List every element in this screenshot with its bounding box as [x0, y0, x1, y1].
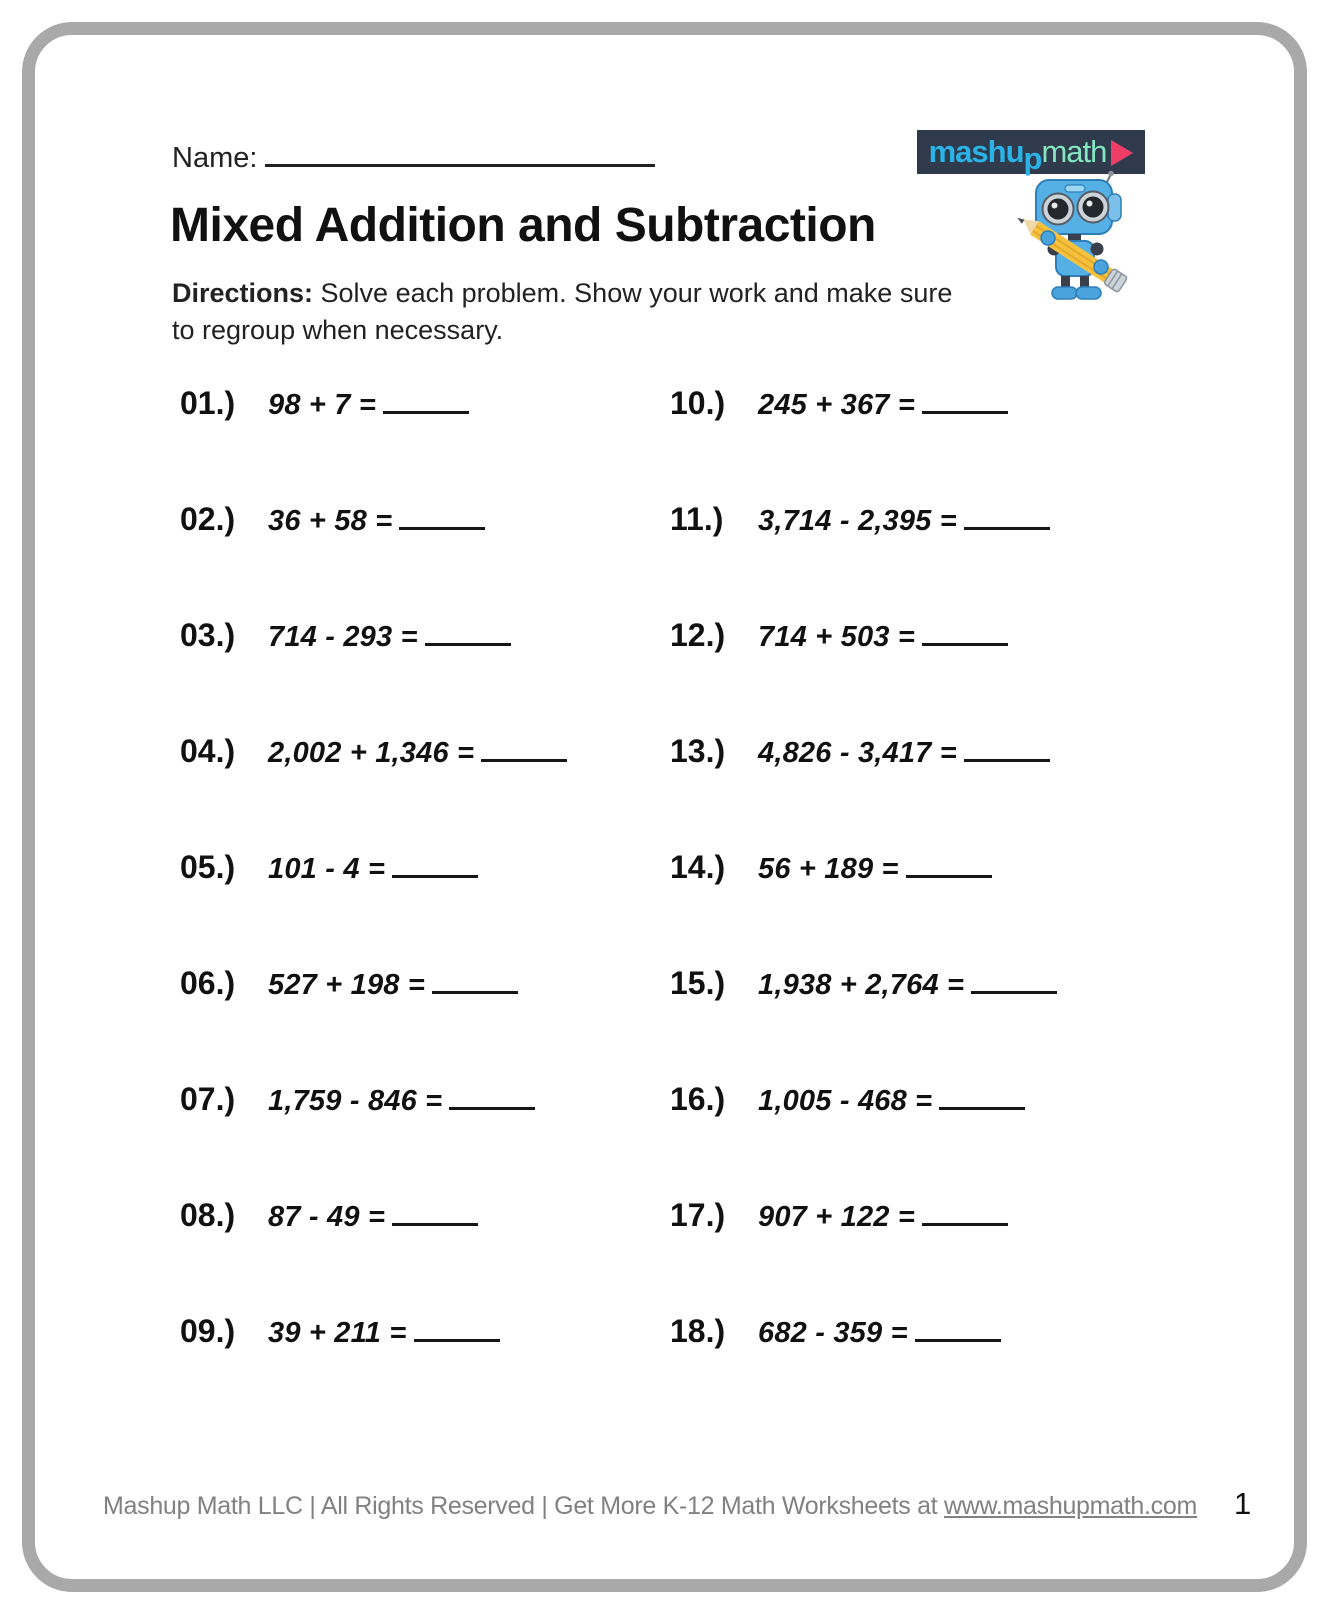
- logo-text-p: p: [1023, 141, 1042, 176]
- footer-link[interactable]: www.mashupmath.com: [943, 1492, 1198, 1520]
- problem-number: 05.): [180, 849, 236, 885]
- robot-pencil-icon: [1008, 170, 1140, 304]
- problem-row-03: [180, 617, 511, 654]
- problem-expression: 56 + 189 =: [758, 853, 899, 885]
- problem-number: 11.): [670, 501, 724, 537]
- directions-label: Directions:: [172, 278, 314, 308]
- problem-number: 07.): [180, 1081, 236, 1117]
- problem-number: 08.): [180, 1197, 236, 1233]
- problem-row-17: [670, 1197, 1008, 1234]
- problem-expression: 4,826 - 3,417 =: [758, 737, 957, 769]
- problem-expression: 36 + 58 =: [268, 505, 393, 537]
- answer-blank[interactable]: [449, 1084, 535, 1110]
- problem-row-10: [670, 385, 1008, 422]
- problem-number: 02.): [180, 501, 236, 537]
- problem-number: 01.): [180, 385, 236, 421]
- page-title: Mixed Addition and Subtraction: [170, 199, 876, 252]
- problem-number: 15.): [670, 965, 726, 1001]
- problem-row-04: [180, 733, 567, 770]
- problem-row-16: [670, 1081, 1025, 1118]
- problem-row-02: [180, 501, 485, 538]
- problem-expression: 87 - 49 =: [268, 1201, 386, 1233]
- problem-expression: 714 + 503 =: [758, 621, 916, 653]
- name-input-line[interactable]: [265, 143, 655, 167]
- problem-row-09: [180, 1313, 500, 1350]
- answer-blank[interactable]: [922, 620, 1008, 646]
- problem-expression: 245 + 367 =: [758, 389, 916, 421]
- problem-number: 04.): [180, 733, 236, 769]
- answer-blank[interactable]: [432, 968, 518, 994]
- problem-row-01: [180, 385, 469, 422]
- answer-blank[interactable]: [481, 736, 567, 762]
- mashupmath-logo: [917, 130, 1145, 174]
- problem-expression: 1,938 + 2,764 =: [758, 969, 965, 1001]
- problem-number: 10.): [670, 385, 726, 421]
- problem-row-13: [670, 733, 1050, 770]
- answer-blank[interactable]: [392, 1200, 478, 1226]
- problem-expression: 682 - 359 =: [758, 1317, 908, 1349]
- answer-blank[interactable]: [414, 1316, 500, 1342]
- answer-blank[interactable]: [939, 1084, 1025, 1110]
- problem-expression: 39 + 211 =: [268, 1317, 407, 1349]
- problem-number: 16.): [670, 1081, 726, 1117]
- problem-row-18: [670, 1313, 1001, 1350]
- logo-wordmark: [928, 134, 1107, 176]
- problem-expression: 3,714 - 2,395 =: [758, 505, 957, 537]
- problem-expression: 1,759 - 846 =: [268, 1085, 443, 1117]
- problem-expression: 2,002 + 1,346 =: [268, 737, 475, 769]
- answer-blank[interactable]: [922, 388, 1008, 414]
- problem-expression: 527 + 198 =: [268, 969, 426, 1001]
- problem-expression: 1,005 - 468 =: [758, 1085, 933, 1117]
- answer-blank[interactable]: [906, 852, 992, 878]
- logo-text-math: math: [1041, 134, 1107, 169]
- problem-expression: 101 - 4 =: [268, 853, 386, 885]
- logo-text-mashu: mashu: [928, 134, 1024, 169]
- problem-expression: 907 + 122 =: [758, 1201, 916, 1233]
- footer: [50, 1492, 1250, 1521]
- directions: [172, 275, 972, 349]
- problem-number: 14.): [670, 849, 726, 885]
- problem-row-07: [180, 1081, 535, 1118]
- problem-number: 03.): [180, 617, 236, 653]
- problem-expression: 714 - 293 =: [268, 621, 418, 653]
- directions-text: Solve each problem. Show your work and make sure to regroup when necessary.: [172, 278, 953, 345]
- name-label: Name:: [172, 142, 258, 174]
- problem-number: 12.): [670, 617, 726, 653]
- play-icon: [1111, 140, 1133, 166]
- page-number: 1: [1234, 1486, 1252, 1521]
- answer-blank[interactable]: [383, 388, 469, 414]
- answer-blank[interactable]: [922, 1200, 1008, 1226]
- answer-blank[interactable]: [392, 852, 478, 878]
- answer-blank[interactable]: [425, 620, 511, 646]
- problem-row-05: [180, 849, 478, 886]
- problem-number: 17.): [670, 1197, 726, 1233]
- problem-number: 06.): [180, 965, 236, 1001]
- problem-row-15: [670, 965, 1057, 1002]
- problem-expression: 98 + 7 =: [268, 389, 377, 421]
- problem-row-12: [670, 617, 1008, 654]
- answer-blank[interactable]: [915, 1316, 1001, 1342]
- answer-blank[interactable]: [964, 736, 1050, 762]
- footer-text: Mashup Math LLC | All Rights Reserved | Get More K-12 Math Worksheets at: [102, 1492, 944, 1520]
- answer-blank[interactable]: [971, 968, 1057, 994]
- problem-row-06: [180, 965, 518, 1002]
- problem-number: 13.): [670, 733, 726, 769]
- problem-number: 09.): [180, 1313, 236, 1349]
- name-row: [172, 142, 655, 175]
- answer-blank[interactable]: [964, 504, 1050, 530]
- problem-row-08: [180, 1197, 478, 1234]
- problem-row-11: [670, 501, 1050, 538]
- answer-blank[interactable]: [399, 504, 485, 530]
- problem-row-14: [670, 849, 992, 886]
- problem-number: 18.): [670, 1313, 726, 1349]
